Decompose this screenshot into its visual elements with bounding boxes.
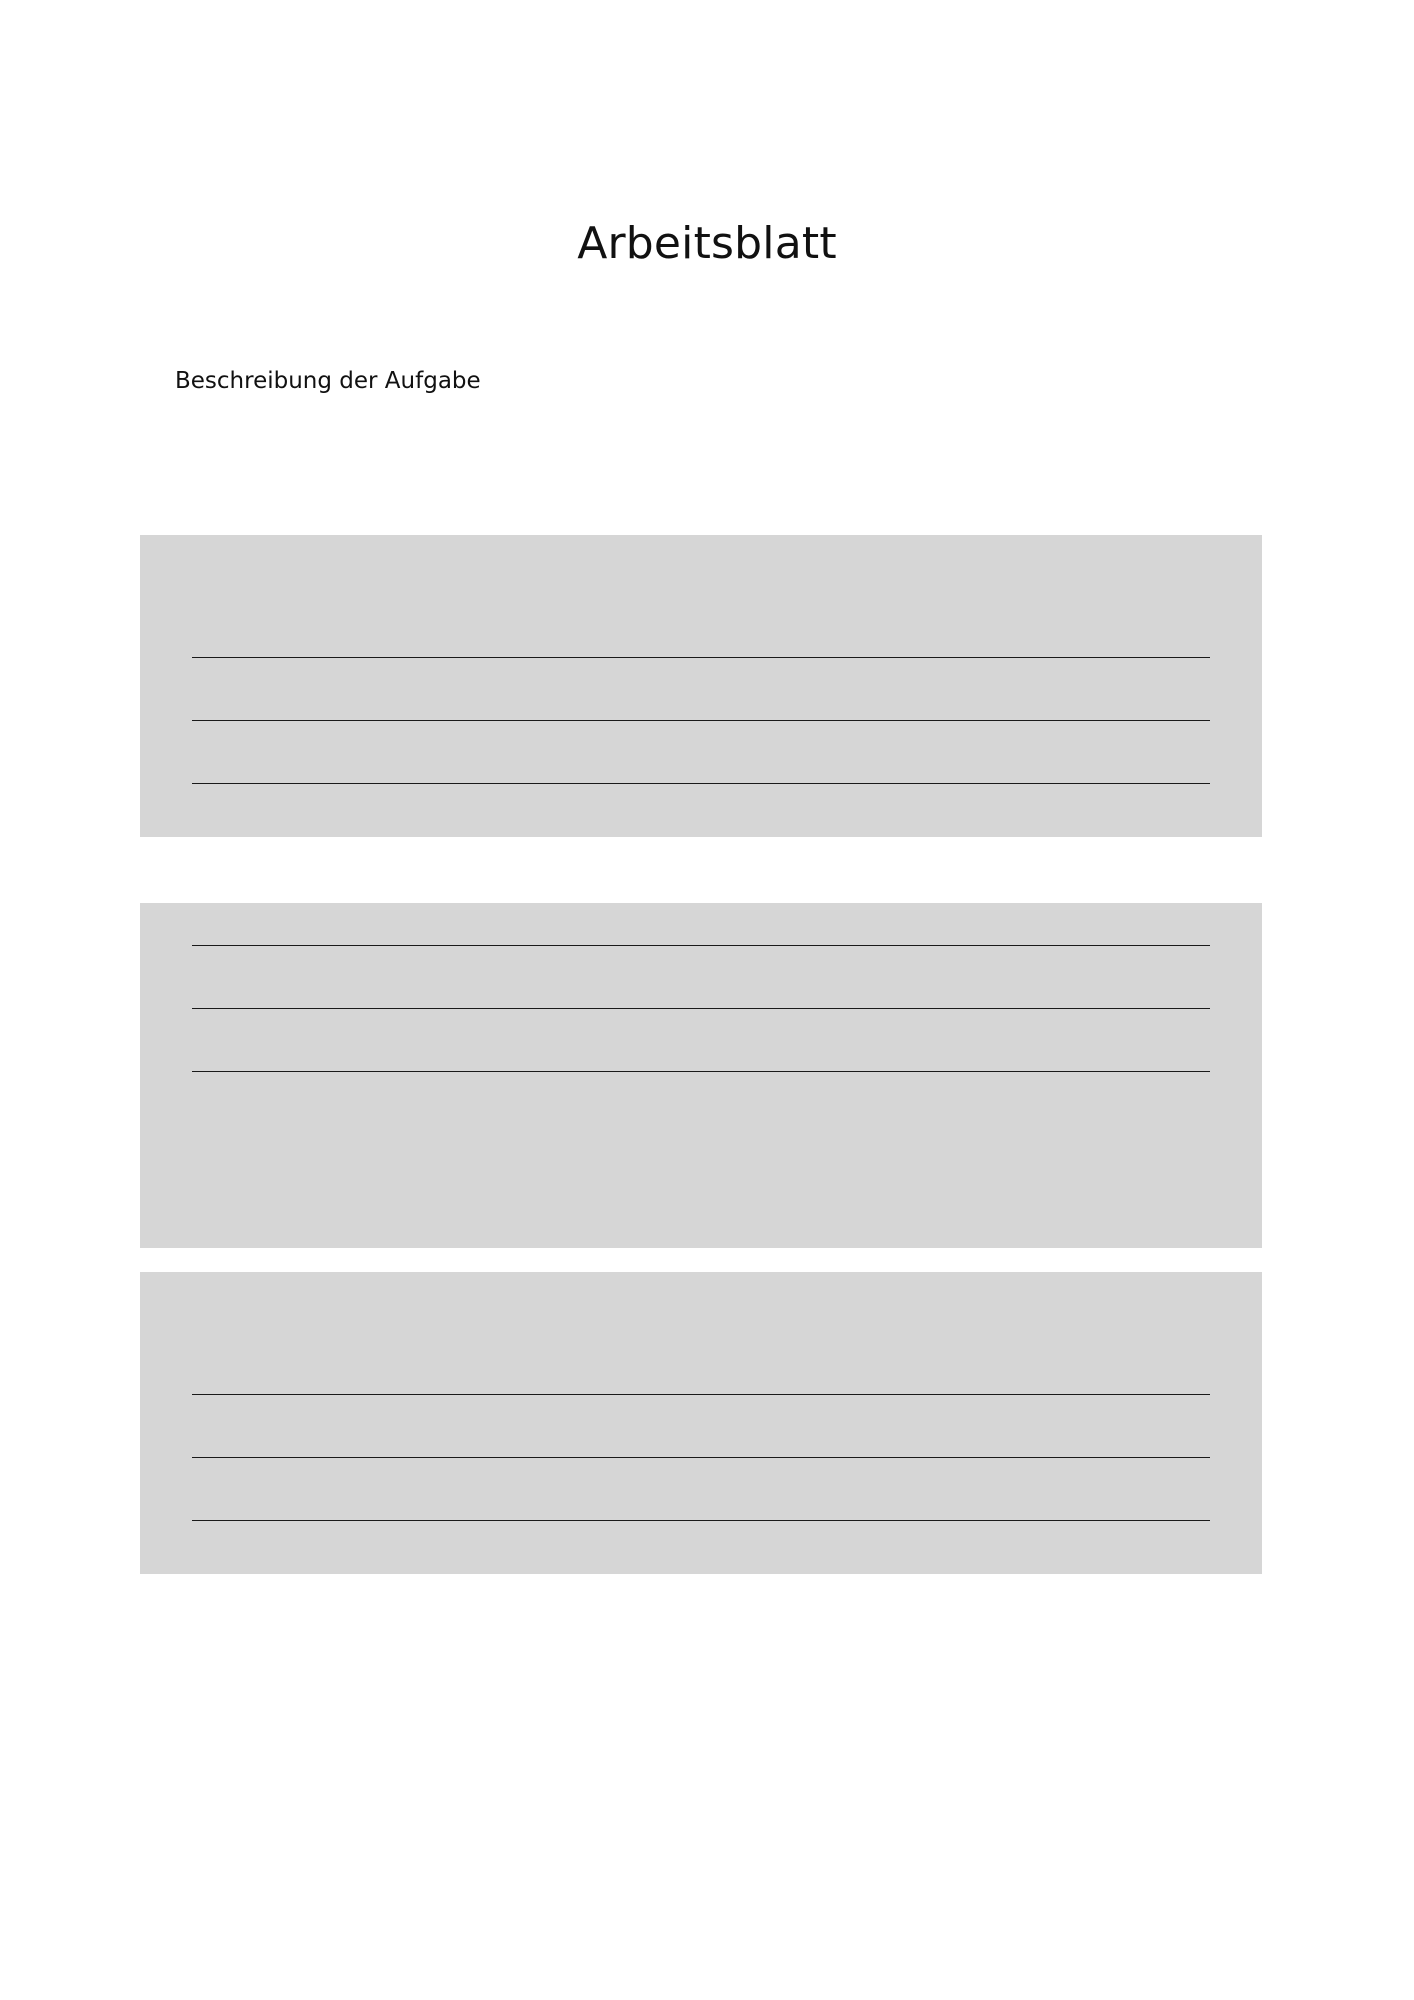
writing-lines-3 [192, 1394, 1210, 1521]
writing-line [192, 720, 1210, 721]
answer-block-1[interactable] [140, 535, 1262, 837]
writing-line [192, 1520, 1210, 1521]
answer-block-2[interactable] [140, 903, 1262, 1248]
writing-lines-1 [192, 657, 1210, 784]
writing-line [192, 1008, 1210, 1009]
writing-line [192, 657, 1210, 658]
answer-block-3[interactable] [140, 1272, 1262, 1574]
writing-line [192, 1071, 1210, 1072]
page-title: Arbeitsblatt [577, 218, 837, 269]
writing-line [192, 1457, 1210, 1458]
writing-line [192, 945, 1210, 946]
task-description-label: Beschreibung der Aufgabe [175, 368, 481, 394]
writing-line [192, 783, 1210, 784]
writing-lines-2 [192, 945, 1210, 1072]
writing-line [192, 1394, 1210, 1395]
